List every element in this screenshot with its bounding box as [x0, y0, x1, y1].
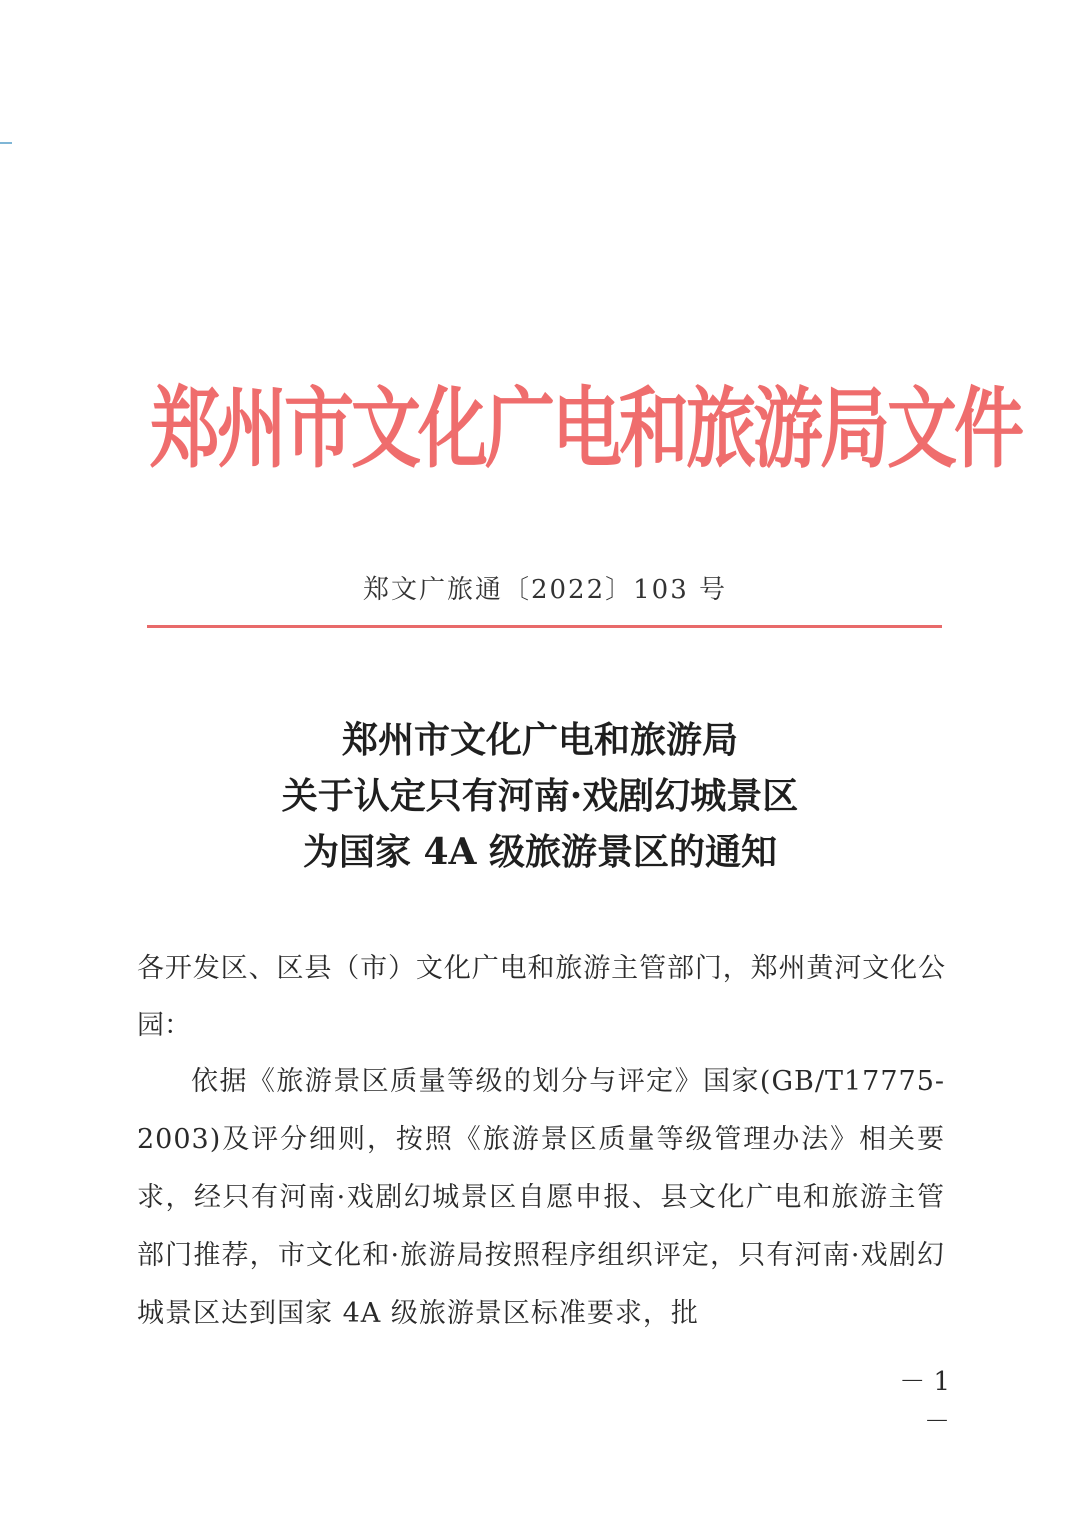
- body-paragraph: 依据《旅游景区质量等级的划分与评定》国家(GB/T17775-2003)及评分细则，按照《旅游景区质量等级管理办法》相关要求，经只有河南·戏剧幻城景区自愿申报、县文化广电和旅游主管部门推荐，市文化和·旅游局按照程序组织评定，只有河南·戏剧幻城景区达到国家 4A 级旅游景区标准要求，批: [137, 1066, 945, 1329]
- notice-title: [140, 712, 940, 880]
- issuer-header-title: 郑州市文化广电和旅游局文件: [150, 376, 1021, 480]
- document-number: 郑文广旅通〔2022〕103 号: [362, 575, 728, 605]
- notice-title-line-1: 郑州市文化广电和旅游局: [341, 719, 738, 761]
- red-divider-line: [147, 625, 942, 628]
- scan-edge-mark: [0, 142, 12, 144]
- salutation: 各开发区、区县（市）文化广电和旅游主管部门，郑州黄河文化公园：: [137, 953, 945, 1041]
- notice-title-line-2: 关于认定只有河南·戏剧幻城景区: [281, 775, 799, 817]
- page-number: － 1 －: [899, 1367, 950, 1437]
- notice-title-line-3: 为国家 4A 级旅游景区的通知: [302, 831, 778, 873]
